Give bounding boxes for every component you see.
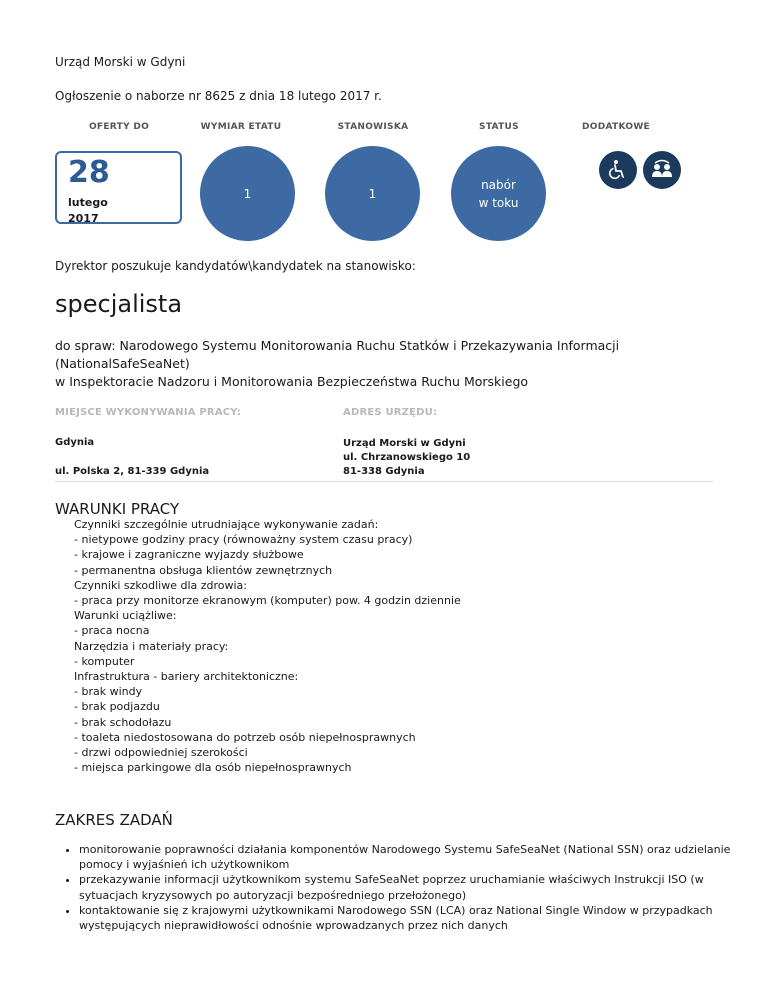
description-line-2: (NationalSafeSeaNet): [55, 356, 190, 371]
conditions-title: WARUNKI PRACY: [55, 500, 180, 518]
description-line-3: w Inspektoracie Nadzoru i Monitorowania Bezpieczeństwa Ruchu Morskiego: [55, 374, 529, 389]
condition-line: - krajowe i zagraniczne wyjazdy służbowe: [74, 548, 304, 562]
office-name: Urząd Morski w Gdyni: [55, 55, 186, 69]
task-item: • kontaktowanie się z krajowymi użytkownikami Narodowego SSN (LCA) oraz National Single Window w przypadkach występujących nieprawidłowości odnośnie wprowadzanych przez nich danych: [79, 903, 739, 933]
people-icon: [643, 151, 681, 189]
deadline-day: 28: [68, 155, 110, 190]
condition-line: - brak windy: [74, 685, 143, 699]
header-offers-until: OFERTY DO: [88, 122, 150, 132]
task-item: • przekazywanie informacji użytkownikom systemu SafeSeaNet poprzez uruchamianie właściwych Instrukcji ISO (w sytuacjach kryzysowych po autoryzacji bezpośredniego przełożonego): [79, 872, 739, 902]
condition-line: - permanentna obsługa klientów zewnętrznych: [74, 563, 333, 577]
condition-line: Warunki uciążliwe:: [74, 609, 177, 623]
condition-line: - komputer: [74, 654, 135, 668]
office-address-label: ADRES URZĘDU:: [343, 407, 438, 418]
workplace-city: Gdynia: [55, 437, 95, 448]
condition-line: - praca nocna: [74, 624, 150, 638]
status-value: [479, 176, 519, 212]
office-address-line-3: 81-338 Gdynia: [343, 466, 425, 477]
tasks-title: ZAKRES ZADAŃ: [55, 811, 173, 829]
intro-text: Dyrektor poszukuje kandydatów\kandydatek na stanowisko:: [55, 259, 416, 273]
deadline-month: lutego: [68, 196, 108, 209]
condition-line: - nietypowe godziny pracy (równoważny system czasu pracy): [74, 533, 413, 547]
office-address: [343, 437, 470, 479]
wheelchair-icon: [599, 151, 637, 189]
condition-line: - miejsca parkingowe dla osób niepełnosprawnych: [74, 761, 352, 775]
fte-value: 1: [243, 186, 252, 201]
announcement-title: Ogłoszenie o naborze nr 8625 z dnia 18 lutego 2017 r.: [55, 89, 382, 103]
header-status: STATUS: [479, 122, 519, 132]
office-address-line-1: Urząd Morski w Gdyni: [343, 438, 466, 449]
divider: [55, 481, 713, 482]
position-description: [55, 337, 619, 391]
header-additional: DODATKOWE: [582, 122, 650, 132]
deadline-date: [55, 151, 182, 224]
condition-line: - brak podjazdu: [74, 700, 160, 714]
condition-line: Czynniki szkodliwe dla zdrowia:: [74, 578, 247, 592]
status-line-1: nabór: [481, 177, 516, 192]
condition-line: - toaleta niedostosowana do potrzeb osób niepełnosprawnych: [74, 730, 416, 744]
positions-circle: [325, 146, 420, 241]
status-line-2: w toku: [478, 195, 519, 210]
header-positions: STANOWISKA: [337, 122, 409, 132]
tasks-list: [55, 842, 739, 933]
deadline-year: 2017: [68, 212, 99, 225]
condition-line: Czynniki szczególnie utrudniające wykonywanie zadań:: [74, 518, 379, 531]
task-item: • monitorowanie poprawności działania komponentów Narodowego Systemu SafeSeaNet (National SSN) oraz udzielanie pomocy i wyjaśnień ich użytkownikom: [79, 842, 739, 872]
header-fte: WYMIAR ETATU: [200, 122, 282, 132]
description-line-1: do spraw: Narodowego Systemu Monitorowania Ruchu Statków i Przekazywania Informacji: [55, 338, 620, 353]
fte-circle: [200, 146, 295, 241]
condition-line: Narzędzia i materiały pracy:: [74, 639, 229, 653]
condition-line: - praca przy monitorze ekranowym (komputer) pow. 4 godzin dziennie: [74, 594, 461, 608]
condition-line: - drzwi odpowiedniej szerokości: [74, 746, 248, 760]
conditions-list: [74, 517, 461, 775]
condition-line: Infrastruktura - bariery architektoniczne:: [74, 670, 299, 684]
status-circle: [451, 146, 546, 241]
workplace-label: MIEJSCE WYKONYWANIA PRACY:: [55, 407, 242, 418]
office-address-line-2: ul. Chrzanowskiego 10: [343, 452, 471, 463]
workplace-address: ul. Polska 2, 81-339 Gdynia: [55, 466, 210, 477]
position-title: specjalista: [55, 290, 183, 318]
positions-value: 1: [368, 186, 377, 201]
condition-line: - brak schodołazu: [74, 715, 172, 729]
